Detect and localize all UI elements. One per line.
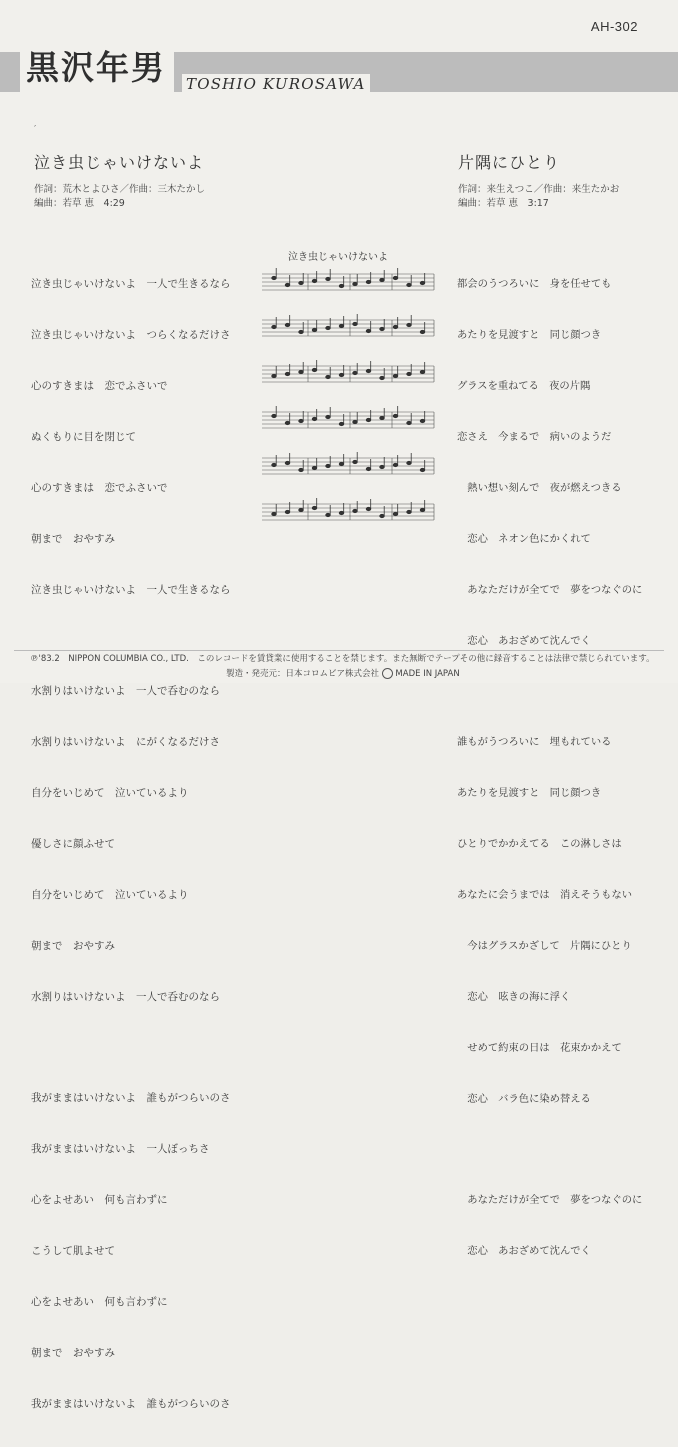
note-head bbox=[339, 373, 344, 376]
note-head bbox=[285, 461, 290, 464]
lyric-line: こうして肌よせて bbox=[31, 1245, 115, 1257]
note-head bbox=[407, 461, 412, 464]
lyric-line: あなただけが全てで 夢をつなぐのに bbox=[457, 1194, 643, 1206]
manufacturer-text: 製造・発売元：日本コロムビア株式会社 bbox=[226, 669, 380, 679]
note-head bbox=[326, 513, 331, 516]
credit-line: 作詞：荒木とよひさ／作曲：三木たかし bbox=[34, 184, 206, 195]
note-head bbox=[366, 418, 371, 421]
note-head bbox=[366, 369, 371, 372]
note-head bbox=[326, 375, 331, 378]
note-head bbox=[366, 507, 371, 510]
credits-a bbox=[34, 183, 205, 211]
made-in-label: MADE IN JAPAN bbox=[395, 669, 460, 679]
note-head bbox=[312, 368, 317, 371]
lyric-line: ひとりでかかえてる この淋しさは bbox=[457, 838, 622, 850]
note-head bbox=[285, 283, 290, 286]
note-head bbox=[339, 284, 344, 287]
lyrics-b bbox=[457, 242, 642, 1294]
lyric-line: 水割りはいけないよ 一人で呑むのなら bbox=[31, 991, 220, 1003]
lyric-line: 今はグラスかざして 片隅にひとり bbox=[457, 940, 632, 952]
lyric-line: 我がままはいけないよ 一人ぼっちさ bbox=[31, 1143, 210, 1155]
note-head bbox=[326, 277, 331, 280]
lyric-line: 恋心 あおざめて沈んでく bbox=[457, 1245, 591, 1257]
note-head bbox=[272, 374, 277, 377]
lyric-line: 我がままはいけないよ 誰もがつらいのさ bbox=[31, 1398, 231, 1410]
lyric-line: 自分をいじめて 泣いているより bbox=[31, 787, 189, 799]
note-head bbox=[407, 421, 412, 424]
note-head bbox=[339, 324, 344, 327]
note-head bbox=[299, 508, 304, 511]
note-head bbox=[353, 371, 358, 374]
lyric-line: グラスを重ねてる 夜の片隅 bbox=[457, 380, 591, 392]
side-mark: ′ bbox=[34, 124, 37, 135]
note-head bbox=[326, 326, 331, 329]
note-head bbox=[312, 328, 317, 331]
note-head bbox=[366, 329, 371, 332]
columbia-logo-icon bbox=[382, 668, 393, 679]
lyric-line: 心をよせあい 何も言わずに bbox=[31, 1194, 168, 1206]
lyric-line: 朝まで おやすみ bbox=[31, 1347, 115, 1359]
credits-b bbox=[458, 183, 619, 211]
note-head bbox=[299, 419, 304, 422]
note-head bbox=[299, 330, 304, 333]
note-head bbox=[420, 281, 425, 284]
note-head bbox=[285, 323, 290, 326]
note-head bbox=[407, 283, 412, 286]
manufacturer-line bbox=[226, 667, 460, 679]
music-staves bbox=[258, 246, 438, 578]
note-head bbox=[272, 414, 277, 417]
note-head bbox=[380, 278, 385, 281]
note-head bbox=[339, 511, 344, 514]
note-head bbox=[339, 422, 344, 425]
lyric-line: 恋さえ 今まるで 病いのようだ bbox=[457, 431, 612, 443]
note-head bbox=[326, 464, 331, 467]
lyrics-a bbox=[31, 242, 231, 1447]
note-head bbox=[420, 468, 425, 471]
lyric-line: あたりを見渡すと 同じ顔つき bbox=[457, 787, 602, 799]
lyric-line: 朝まで おやすみ bbox=[31, 533, 115, 545]
lyric-line: 心のすきまは 恋でふさいで bbox=[31, 380, 168, 392]
lyric-line: 心をよせあい 何も言わずに bbox=[31, 1296, 168, 1308]
credit-line: 作詞：来生えつこ／作曲：来生たかお bbox=[458, 184, 620, 195]
lyric-line: 恋心 ネオン色にかくれて bbox=[457, 533, 591, 545]
lyric-line: 泣き虫じゃいけないよ 一人で生きるなら bbox=[31, 278, 231, 290]
note-head bbox=[380, 514, 385, 517]
note-head bbox=[353, 460, 358, 463]
lyric-line: 我がままはいけないよ 誰もがつらいのさ bbox=[31, 1092, 231, 1104]
note-head bbox=[326, 415, 331, 418]
note-head bbox=[299, 468, 304, 471]
score-title: 泣き虫じゃいけないよ bbox=[288, 252, 388, 263]
note-head bbox=[380, 465, 385, 468]
note-head bbox=[353, 509, 358, 512]
artist-name-en: TOSHIO KUROSAWA bbox=[182, 74, 370, 94]
lyric-line: 恋心 呟きの海に浮く bbox=[457, 991, 571, 1003]
lyric-line: ぬくもりに目を閉じて bbox=[31, 431, 136, 443]
lyric-line: あなたに会うまでは 消えそうもない bbox=[457, 889, 633, 901]
artist-name-jp: 黒沢年男 bbox=[20, 46, 174, 92]
lyric-line: せめて約束の日は 花束かかえて bbox=[457, 1042, 622, 1054]
note-head bbox=[420, 508, 425, 511]
note-head bbox=[420, 370, 425, 373]
note-head bbox=[272, 463, 277, 466]
catalog-number: AH-302 bbox=[590, 19, 638, 34]
note-head bbox=[393, 463, 398, 466]
note-head bbox=[393, 276, 398, 279]
note-head bbox=[312, 466, 317, 469]
lyric-line: 熱い想い刻んで 夜が燃えつきる bbox=[457, 482, 622, 494]
credit-line: 編曲：若草 恵 4:29 bbox=[34, 198, 125, 209]
credit-line: 編曲：若草 恵 3:17 bbox=[458, 198, 549, 209]
song-title-b: 片隅にひとり bbox=[458, 153, 561, 172]
note-head bbox=[407, 323, 412, 326]
lyric-line: 朝まで おやすみ bbox=[31, 940, 115, 952]
lyric-line: 水割りはいけないよ 一人で呑むのなら bbox=[31, 685, 220, 697]
lyric-line: あたりを見渡すと 同じ顔つき bbox=[457, 329, 602, 341]
note-head bbox=[285, 510, 290, 513]
note-head bbox=[272, 325, 277, 328]
note-head bbox=[420, 330, 425, 333]
lyric-line: 恋心 あおざめて沈んでく bbox=[457, 635, 591, 647]
note-head bbox=[393, 325, 398, 328]
note-head bbox=[407, 372, 412, 375]
note-head bbox=[407, 510, 412, 513]
footer-divider bbox=[14, 650, 664, 651]
note-head bbox=[353, 420, 358, 423]
song-title-a: 泣き虫じゃいけないよ bbox=[34, 153, 205, 172]
lyric-line: 自分をいじめて 泣いているより bbox=[31, 889, 189, 901]
note-head bbox=[380, 327, 385, 330]
note-head bbox=[312, 279, 317, 282]
lyric-line: 水割りはいけないよ にがくなるだけさ bbox=[31, 736, 220, 748]
note-head bbox=[312, 506, 317, 509]
note-head bbox=[420, 419, 425, 422]
note-head bbox=[353, 322, 358, 325]
note-head bbox=[380, 416, 385, 419]
sheet-music bbox=[258, 246, 438, 578]
lyric-line: あなただけが全てで 夢をつなぐのに bbox=[457, 584, 643, 596]
lyric-line: 恋心 バラ色に染め替える bbox=[457, 1093, 591, 1105]
copyright-notice: ℗'83.2 NIPPON COLUMBIA CO., LTD. このレコードを賃貸業に使用することを禁じます。また無断でテープその他に録音することは法律で禁じられています。 bbox=[30, 654, 655, 664]
note-head bbox=[380, 376, 385, 379]
note-head bbox=[299, 370, 304, 373]
lyric-line: 心のすきまは 恋でふさいで bbox=[31, 482, 168, 494]
lyric-line: 都会のうつろいに 身を任せても bbox=[457, 278, 612, 290]
note-head bbox=[339, 462, 344, 465]
note-head bbox=[393, 374, 398, 377]
note-head bbox=[353, 282, 358, 285]
lyric-line: 優しさに顔ふせて bbox=[31, 838, 115, 850]
note-head bbox=[272, 276, 277, 279]
note-head bbox=[299, 281, 304, 284]
note-head bbox=[272, 512, 277, 515]
lyric-line: 泣き虫じゃいけないよ つらくなるだけさ bbox=[31, 329, 231, 341]
note-head bbox=[393, 414, 398, 417]
note-head bbox=[312, 417, 317, 420]
note-head bbox=[366, 280, 371, 283]
lyric-line: 誰もがうつろいに 埋もれている bbox=[457, 736, 612, 748]
note-head bbox=[285, 372, 290, 375]
note-head bbox=[366, 467, 371, 470]
lyric-line: 泣き虫じゃいけないよ 一人で生きるなら bbox=[31, 584, 231, 596]
note-head bbox=[285, 421, 290, 424]
note-head bbox=[393, 512, 398, 515]
